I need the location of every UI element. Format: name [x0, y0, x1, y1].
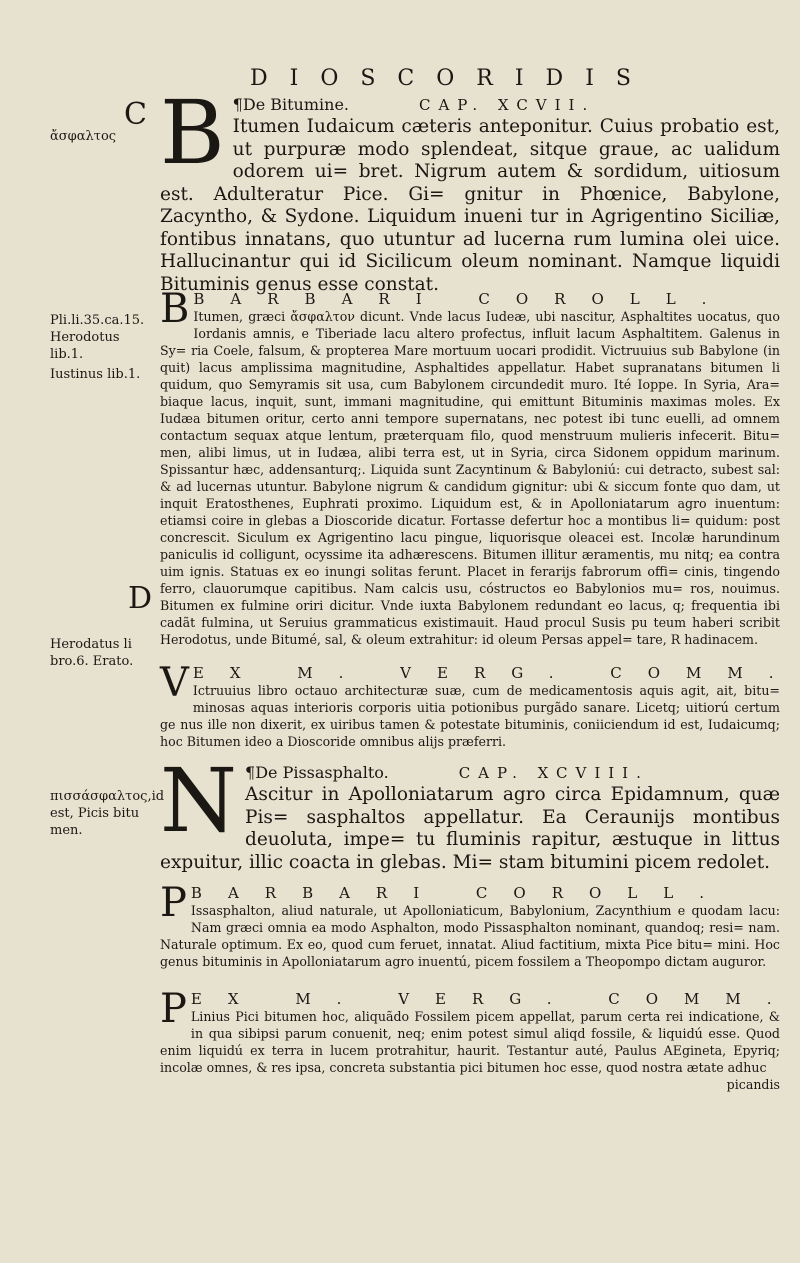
catchword: picandis — [726, 1077, 780, 1092]
chapter-de-pissasphalto — [160, 749, 780, 874]
drop-cap: N — [160, 749, 237, 852]
chapter-text: Ascitur in Apolloniatarum agro circa Epidamnum, quæ Pis= sasphaltos appellatur. Ea Ceraunijs montibus deuoluta, impe= tu fluminis rapitur, æstuque in littus expuitur, illic coacta in glebas. Mi= stam bitumini picem redolet. — [160, 784, 780, 873]
barbari-corollarium-2 — [160, 880, 780, 970]
chapter-title — [160, 94, 780, 116]
section-text: Ictruuius libro octauo architecturæ suæ, cum de medicamentosis aquis agit, ait, bitu= minosas aquas interioris corporis uitia potionibus purgãdo sanare. Licetq; uitiorú certum ge nus ille non dixerit, ex uiribus tamen & potestate bituminis, coniiciendum id est, Iudaicumq; hoc Bitumen ideo a Dioscoride omnibus alijs præferri. — [160, 683, 780, 749]
margin-reference: Herodotus lib.1. — [50, 330, 120, 362]
vergilius-commentary-2 — [160, 986, 798, 1093]
section-heading: BARBARI COROLL. — [193, 290, 733, 308]
chapter-number: CAP. XCVII. — [419, 96, 596, 114]
pilcrow-icon: ¶ — [232, 95, 243, 114]
vergilius-commentary-1 — [160, 660, 800, 750]
drop-cap: B — [160, 81, 225, 184]
section-text: Linius Pici bitumen hoc, aliquãdo Fossilem picem appellat, parum certa rei indicatione, & in qua sibipsi parum conuenit, neq; enim potest simul aliqd fossile, & liquidú esse. Quod enim liquidú ex terra in lucem protrahitur, haurit. Testantur auté, Paulus AEgineta, Epyriq; incolæ omnes, & res ipsa, concreta substantia pici bitumen hoc esse, quod nostra ætate adhuc — [160, 1009, 780, 1075]
margin-reference: Herodatus li bro.6. Erato. — [50, 637, 134, 669]
drop-cap: B — [160, 286, 190, 332]
drop-cap: P — [160, 986, 187, 1032]
margin-greek-pissasphaltos: πισσάσφαλτος,id — [50, 789, 165, 804]
margin-greek-asphaltos: ἄσφαλτος — [50, 129, 117, 144]
section-heading: BARBARI COROLL. — [190, 884, 730, 902]
chapter-title-text: De Pissasphalto. — [255, 763, 389, 782]
chapter-text: Itumen Iudaicum cæteris anteponitur. Cuius probatio est, ut purpuræ modo splendeat, sitque graue, ac ualidum odorem ui= bret. Nigrum autem & sordidum, uitiosum est. Adulteratur Pice. Gi= gnitur in Phœnice, Babylone, Zacyntho, & Sydone. Liquidum inueni tur in Agrigentino Siciliæ, fontibus innatans, quo utuntur ad lucerna rum lumina olei uice. Hallucinantur qui id Sicilicum oleum nominant. Namque liquidi Bituminis genus esse constat. — [160, 116, 780, 295]
section-heading: EX M. VERG. COMM. — [190, 990, 798, 1008]
section-heading: EX M. VERG. COMM. — [192, 664, 800, 682]
margin-reference: Pli.li.35.ca.15. — [50, 313, 145, 328]
margin-letter-d: D — [128, 581, 153, 616]
drop-cap: P — [160, 880, 187, 926]
chapter-title-text: De Bitumine. — [242, 95, 349, 114]
section-text: Itumen, græci ἄσφαλτον dicunt. Vnde lacus Iudeæ, ubi nascitur, Asphaltites uocatus, quo Iordanis amnis, e Tiberiade lacu altero profectus, influit lacum Asphaltitem. Galenus in Sy= ria Coele, falsum, & propterea Mare mortuum uocari prodidit. Victruuius sub Babylone (in quit) lacus amplissima magnitudine, Asphaltides appellatur. Habet supranatans bitumen li quidum, quo Semyramis sit usa, cum Babylonem circundedit muro. Ité Ioppe. In Syria, Ara= biaque lacus, inquit, sunt, immani magnitudine, qui emittunt Bituminis maximas moles. Ex Iudæa bitumen oritur, certo anni tempore supernatans, nec potest ibi tunc euelli, ad omnem contactum sequax atque lentum, præterquam filo, quod menstruum mulieris infecerit. Bitu= men, alibi limus, ut in Iudæa, alibi terra est, ut in Syria, circa Sidonem oppidum marinum. Spissantur hæc, addensanturq;. Liquida sunt Zacyntinum & Babyloniú: cui detracto, subest sal: & ad lucernas utuntur. Babylone nigrum & candidum gignitur: ubi & siccum fonte quo dam, ut inquit Eratosthenes, Euphrati proximo. Liquidum est, & in Apolloniatarum agro inuentum: etiamsi coire in glebas a Dioscoride dicatur. Fortasse defertur hoc a montibus li= quidum: post concrescit. Siculum ex Agrigentino lacu pingue, liquorisque oleacei est. Incolæ harundinum paniculis id colligunt, ocyssime ita adhærescens. Bitumen illitur æramentis, mu nitq; ea contra uim ignis. Statuas ex eo inungi solitas ferunt. Placet in ferarijs fabrorum offi= cinis, tingendo ferro, clauorumque capitibus. Nam calcis usu, cóstructos eo Babylonios mu= ros, nouimus. Bitumen ex fulmine oriri dicitur. Vnde iuxta Babylonem redundant eo lacus, q; frequentia ibi cadãt fulmina, ut Seruius grammaticus existimauit. Haud procul Susis pu teum haberi scribit Herodotus, unde Bitumé, sal, & oleum extrahitur: id oleum Persas appel= tare, R hadinacem. — [160, 309, 780, 647]
barbari-corollarium-1 — [160, 286, 780, 648]
drop-cap: V — [160, 660, 189, 706]
section-text: Issasphalton, aliud naturale, ut Apolloniaticum, Babylonium, Zacynthium e quodam lacu: Nam græci omnia ea modo Asphalton, modo Pissasphalton nominant, quandoq; resi= nam. Naturale optimum. Ex eo, quod cum feruet, innatat. Aliud factitium, mixta Pice bitu= mini. Hoc genus bituminis in Apolloniatarum agro inuentú, picem fossilem a Theopompo dictam auguror. — [160, 903, 780, 969]
running-head: DIOSCORIDIS — [250, 66, 653, 91]
margin-note: est, Picis bitu men. — [50, 806, 140, 838]
pilcrow-icon: ¶ — [245, 763, 256, 782]
chapter-title — [160, 762, 780, 784]
margin-letter-c: C — [124, 97, 147, 132]
margin-reference: Iustinus lib.1. — [50, 367, 141, 382]
chapter-number: CAP. XCVIII. — [458, 764, 649, 782]
chapter-de-bitumine — [160, 81, 780, 296]
